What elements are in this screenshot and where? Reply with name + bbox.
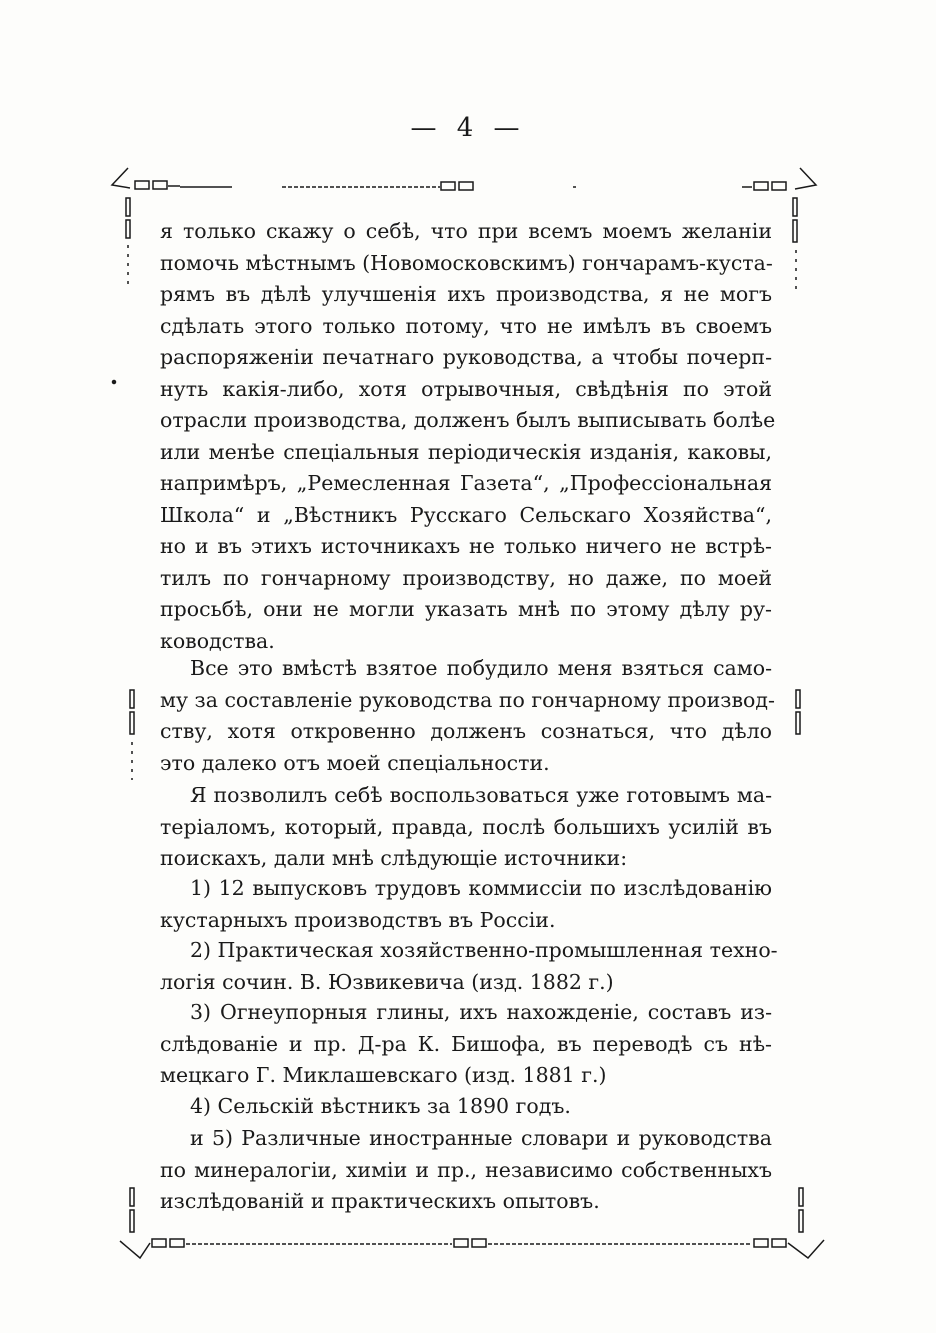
text-line: теріаломъ, который, правда, послѣ большихъ усилій въ [160,814,772,839]
text-line: напримѣръ, „Ремесленная Газета“, „Профессіональная [160,471,772,495]
text-line: нуть какія-либо, хотя отрывочныя, свѣдѣнія по этой [160,376,772,401]
text-line: логія сочин. В. Юзвикевича (изд. 1882 г.) [160,969,614,994]
text-line: 4) Сельскій вѣстникъ за 1890 годъ. [190,1094,571,1118]
text-line: 3) Огнеупорныя глины, ихъ нахожденіе, составъ из- [190,1000,772,1024]
text-line: это далеко отъ моей спеціальности. [160,750,550,775]
source-item [160,1123,772,1218]
source-item [160,1091,772,1123]
text-line: му за составленіе руководства по гончарному производ- [160,687,775,712]
paragraph [160,653,775,779]
text-line: кустарныхъ производствъ въ Россіи. [160,907,556,932]
text-line: изслѣдованій и практическихъ опытовъ. [160,1189,600,1213]
text-line: мецкаго Г. Миклашевскаго (изд. 1881 г.) [160,1063,607,1087]
text-line: сдѣлать этого только потому, что не имѣлъ въ своемъ [160,313,772,338]
paragraph [160,780,772,875]
text-line: по минералогіи, химіи и пр., независимо собственныхъ [160,1157,772,1182]
text-line: но и въ этихъ источникахъ не только ничего не встрѣ- [160,534,772,558]
text-line: отрасли производства, долженъ былъ выписывать болѣе [160,408,776,432]
text-line: поискахъ, дали мнѣ слѣдующіе источники: [160,846,628,870]
text-line: и 5) Различные иностранные словари и руководства [190,1126,772,1150]
text-line: просьбѣ, они не могли указать мнѣ по этому дѣлу ру- [160,597,772,621]
text-line: я только скажу о себѣ, что при всемъ моемъ желаніи [160,219,772,243]
text-line: рямъ въ дѣлѣ улучшенія ихъ производства, я не могъ [160,282,772,306]
text-line: тилъ по гончарному производству, но даже, по моей [160,565,772,590]
text-line: ководства. [160,628,275,653]
page-number: — 4 — [410,113,526,143]
source-item [160,873,772,936]
text-line: Школа“ и „Вѣстникъ Русскаго Сельскаго Хозяйства“, [160,502,772,527]
text-line: 1) 12 выпусковъ трудовъ коммиссіи по изслѣдованію [190,876,772,900]
text-line: или менѣе спеціальныя періодическія изданія, каковы, [160,439,772,464]
source-item [160,997,772,1092]
source-item [160,935,778,998]
text-line: слѣдованіе и пр. Д-ра К. Бишофа, въ переводѣ съ нѣ- [160,1031,772,1056]
text-line: Все это вмѣстѣ взятое побудило меня взяться само- [190,656,772,680]
text-line: ству, хотя откровенно долженъ сознаться, что дѣло [160,719,772,743]
paragraph-continuation [160,216,776,657]
text-line: 2) Практическая хозяйственно-промышленная техно- [190,938,778,962]
text-line: помочь мѣстнымъ (Новомосковскимъ) гончарамъ-куста- [160,250,773,275]
text-line: распоряженіи печатнаго руководства, а чтобы почерп- [160,345,772,369]
text-line: Я позволилъ себѣ воспользоваться уже готовымъ ма- [190,783,772,807]
